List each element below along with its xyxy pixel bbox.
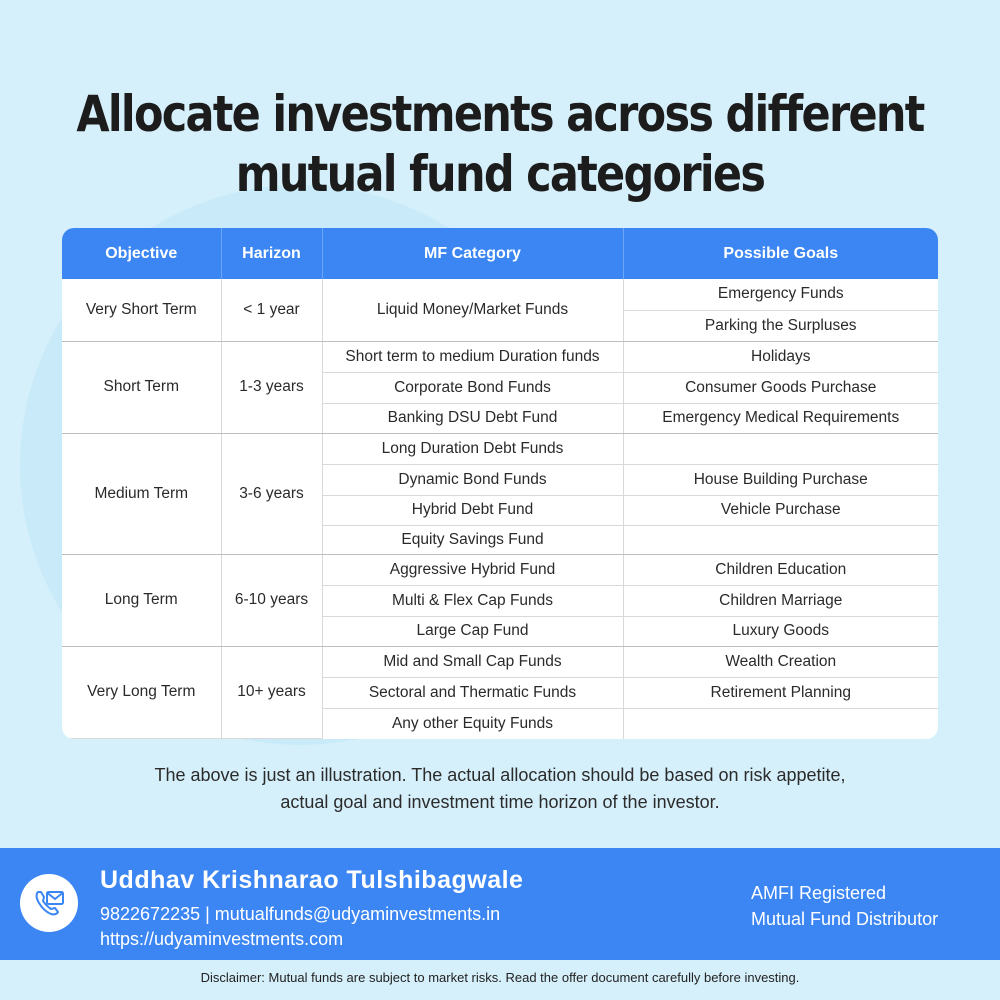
category-cell: Mid and Small Cap Funds [322, 646, 623, 677]
title-line-1: Allocate investments across different [76, 85, 924, 143]
category-cell: Short term to medium Duration funds [322, 341, 623, 372]
goal-cell: Parking the Surpluses [623, 310, 938, 341]
horizon-cell: 3-6 years [221, 433, 322, 554]
objective-cell: Very Short Term [62, 279, 221, 341]
phone-email[interactable]: 9822672235 | mutualfunds@udyaminvestments.in [100, 904, 501, 924]
table-row [62, 554, 938, 585]
objective-cell: Long Term [62, 554, 221, 646]
goal-cell: Retirement Planning [623, 677, 938, 708]
category-cell: Any other Equity Funds [322, 708, 623, 738]
allocation-table [62, 228, 938, 739]
category-cell: Hybrid Debt Fund [322, 495, 623, 525]
category-cell: Multi & Flex Cap Funds [322, 585, 623, 616]
amfi-registration [751, 880, 938, 932]
distributor-name: Uddhav Krishnarao Tulshibagwale [100, 866, 524, 894]
header-horizon: Harizon [221, 228, 322, 279]
amfi-line-2: Mutual Fund Distributor [751, 909, 939, 929]
table-header-row [62, 228, 938, 279]
goal-cell: Luxury Goods [623, 616, 938, 646]
header-goals: Possible Goals [723, 244, 839, 262]
category-cell: Long Duration Debt Funds [322, 433, 623, 464]
note-line-1: The above is just an illustration. The actual allocation should be based on risk appetite, [154, 765, 846, 785]
goal-cell: Holidays [623, 341, 938, 372]
table-row [62, 341, 938, 372]
goal-cell: House Building Purchase [623, 464, 938, 495]
horizon-cell: 6-10 years [221, 554, 322, 646]
table-row [62, 646, 938, 677]
illustration-note [0, 762, 1000, 816]
table-row [62, 433, 938, 464]
goal-cell: Vehicle Purchase [623, 495, 938, 525]
horizon-cell: < 1 year [221, 279, 322, 341]
disclaimer: Disclaimer: Mutual funds are subject to market risks. Read the offer document carefully before investing. [200, 970, 800, 985]
goal-cell [623, 525, 938, 554]
header-category: MF Category [322, 228, 623, 279]
horizon-cell: 1-3 years [221, 341, 322, 433]
amfi-line-1: AMFI Registered [751, 883, 887, 903]
category-cell: Equity Savings Fund [322, 525, 623, 554]
phone-mail-icon [32, 886, 66, 920]
category-cell: Banking DSU Debt Fund [322, 403, 623, 433]
website-link[interactable]: https://udyaminvestments.com [100, 929, 344, 949]
horizon-cell: 10+ years [221, 646, 322, 738]
objective-cell: Short Term [62, 341, 221, 433]
contact-icon-badge [20, 874, 78, 932]
category-cell: Aggressive Hybrid Fund [322, 554, 623, 585]
objective-cell: Very Long Term [62, 646, 221, 738]
goal-cell: Children Education [623, 554, 938, 585]
category-cell: Large Cap Fund [322, 616, 623, 646]
category-cell: Corporate Bond Funds [322, 372, 623, 403]
goal-cell: Emergency Medical Requirements [623, 403, 938, 433]
category-cell: Liquid Money/Market Funds [322, 279, 623, 341]
header-objective: Objective [62, 228, 221, 279]
goal-cell [623, 708, 938, 738]
allocation-table-card [62, 228, 938, 739]
category-cell: Dynamic Bond Funds [322, 464, 623, 495]
goal-cell [623, 433, 938, 464]
note-line-2: actual goal and investment time horizon of the investor. [280, 792, 720, 812]
table-row [62, 279, 938, 310]
category-cell: Sectoral and Thermatic Funds [322, 677, 623, 708]
contact-footer [0, 848, 1000, 960]
title-line-2: mutual fund categories [235, 145, 765, 203]
page-title [70, 84, 930, 204]
goal-cell: Consumer Goods Purchase [623, 372, 938, 403]
objective-cell: Medium Term [62, 433, 221, 554]
goal-cell: Wealth Creation [623, 646, 938, 677]
goal-cell: Children Marriage [623, 585, 938, 616]
goal-cell: Emergency Funds [623, 279, 938, 310]
